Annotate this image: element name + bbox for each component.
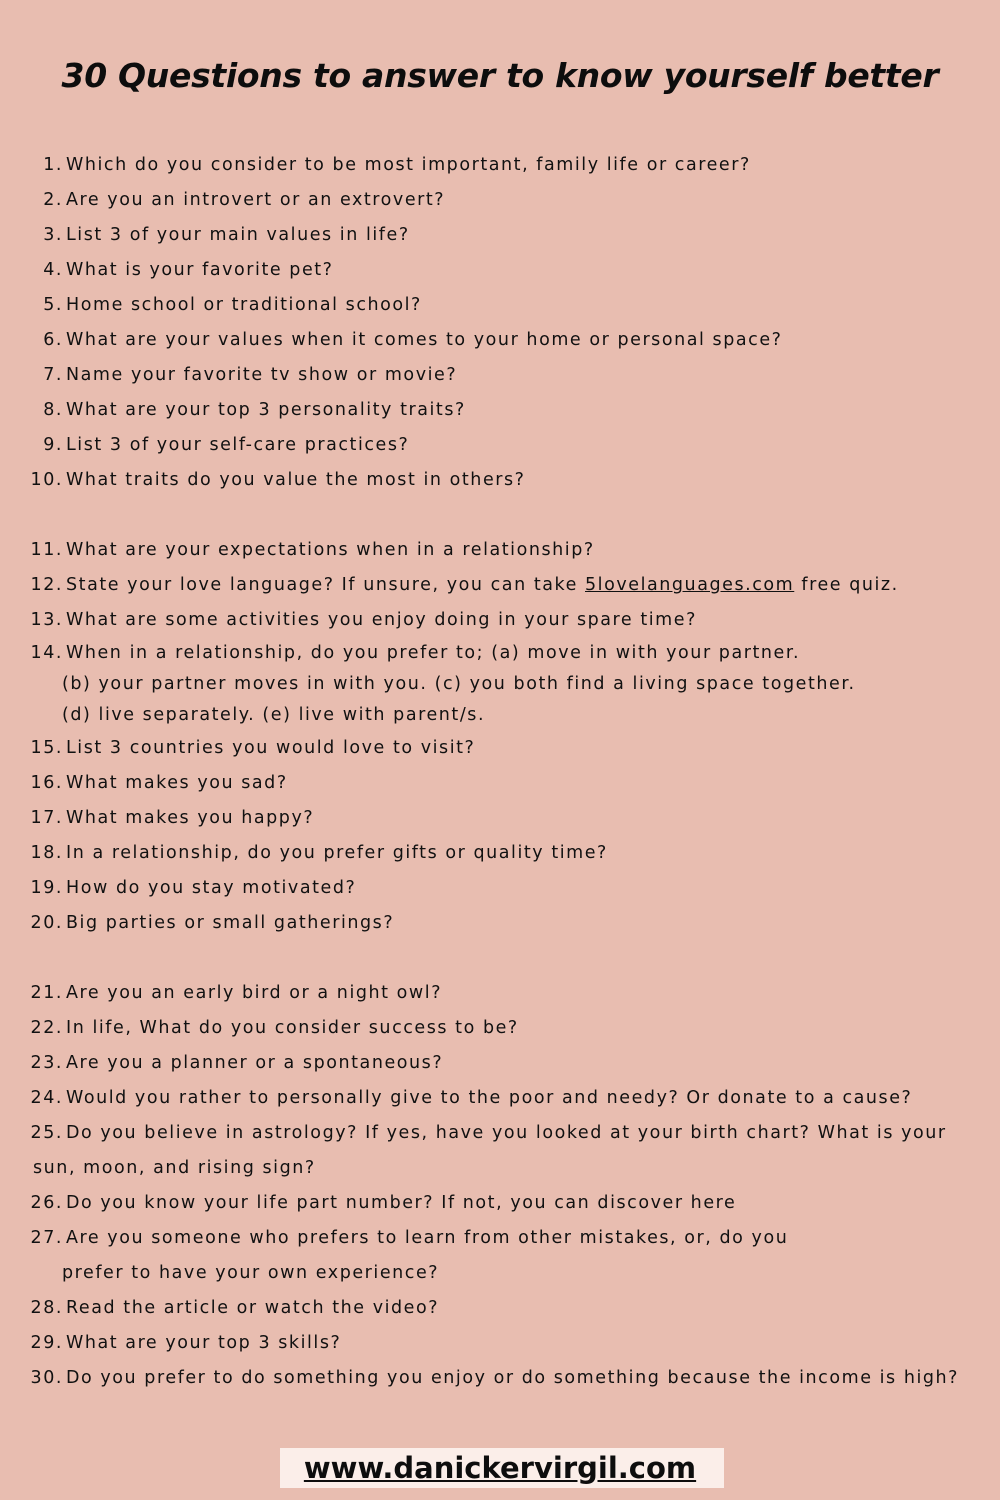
question-text: Do you prefer to do something you enjoy or do something because the income is high? <box>66 1368 960 1388</box>
question-number: 11. <box>30 540 63 560</box>
question-number: 8. <box>43 400 63 420</box>
question-number: 22. <box>30 1018 63 1038</box>
question-number: 29. <box>30 1333 63 1353</box>
question-number: 18. <box>30 843 63 863</box>
question-number: 3. <box>43 225 63 245</box>
question-number: 28. <box>30 1298 63 1318</box>
question-number: 25. <box>30 1123 63 1143</box>
question-text-before: State your love language? If unsure, you can take <box>66 575 585 595</box>
question-number: 6. <box>43 330 63 350</box>
question-number: 20. <box>30 913 63 933</box>
question-number: 1. <box>43 155 63 175</box>
question-text: Read the article or watch the video? <box>66 1298 440 1318</box>
question-text: Do you believe in astrology? If yes, have you looked at your birth chart? What is your <box>66 1123 947 1143</box>
question-text: In life, What do you consider success to be? <box>66 1018 519 1038</box>
question-text: Would you rather to personally give to the poor and needy? Or donate to a cause? <box>66 1088 913 1108</box>
question-number: 30. <box>30 1368 63 1388</box>
question-number: 27. <box>30 1228 63 1248</box>
question-number: 10. <box>30 470 63 490</box>
question-number: 24. <box>30 1088 63 1108</box>
question-number: 15. <box>30 738 63 758</box>
question-text: Big parties or small gatherings? <box>66 913 395 933</box>
question-number: 2. <box>43 190 63 210</box>
question-text: When in a relationship, do you prefer to; (a) move in with your partner. <box>66 643 801 663</box>
question-text: Name your favorite tv show or movie? <box>66 365 458 385</box>
question-text-continued: prefer to have your own experience? <box>62 1263 440 1283</box>
question-text: Are you an early bird or a night owl? <box>66 983 443 1003</box>
page-title: 30 Questions to answer to know yourself better <box>61 56 939 95</box>
question-number: 21. <box>30 983 63 1003</box>
question-number: 5. <box>43 295 63 315</box>
question-text: List 3 of your self-care practices? <box>66 435 410 455</box>
question-number: 23. <box>30 1053 63 1073</box>
question-text: What are your expectations when in a relationship? <box>66 540 595 560</box>
question-number: 13. <box>30 610 63 630</box>
question-text-continued: sun, moon, and rising sign? <box>33 1158 316 1178</box>
question-text: What are your top 3 personality traits? <box>66 400 466 420</box>
question-text: What is your favorite pet? <box>66 260 334 280</box>
question-text: Are you someone who prefers to learn from other mistakes, or, do you <box>66 1228 789 1248</box>
question-text: Are you a planner or a spontaneous? <box>66 1053 444 1073</box>
question-number: 14. <box>30 643 63 663</box>
question-text: List 3 of your main values in life? <box>66 225 410 245</box>
website-link[interactable]: www.danickervirgil.com <box>303 1451 697 1485</box>
question-text: What are your top 3 skills? <box>66 1333 342 1353</box>
question-number: 26. <box>30 1193 63 1213</box>
question-text-after: free quiz. <box>794 575 899 595</box>
question-text: How do you stay motivated? <box>66 878 357 898</box>
question-text: What makes you happy? <box>66 808 315 828</box>
question-text-continued: (b) your partner moves in with you. (c) you both find a living space together. <box>62 674 856 694</box>
question-number: 17. <box>30 808 63 828</box>
question-text: In a relationship, do you prefer gifts or quality time? <box>66 843 608 863</box>
question-text: Home school or traditional school? <box>66 295 422 315</box>
love-languages-link[interactable]: 5lovelanguages.com <box>585 575 795 595</box>
question-number: 9. <box>43 435 63 455</box>
question-text: Which do you consider to be most important, family life or career? <box>66 155 751 175</box>
question-text: What are your values when it comes to your home or personal space? <box>66 330 783 350</box>
question-text: Are you an introvert or an extrovert? <box>66 190 446 210</box>
question-number: 7. <box>43 365 63 385</box>
question-text: What are some activities you enjoy doing in your spare time? <box>66 610 697 630</box>
question-number: 12. <box>30 575 63 595</box>
question-text: Do you know your life part number? If not, you can discover here <box>66 1193 737 1213</box>
question-text: What traits do you value the most in others? <box>66 470 526 490</box>
question-number: 19. <box>30 878 63 898</box>
question-text: List 3 countries you would love to visit? <box>66 738 476 758</box>
question-text-continued: (d) live separately. (e) live with parent/s. <box>62 705 486 725</box>
question-number: 4. <box>43 260 63 280</box>
question-text <box>66 574 899 596</box>
question-number: 16. <box>30 773 63 793</box>
question-text: What makes you sad? <box>66 773 288 793</box>
